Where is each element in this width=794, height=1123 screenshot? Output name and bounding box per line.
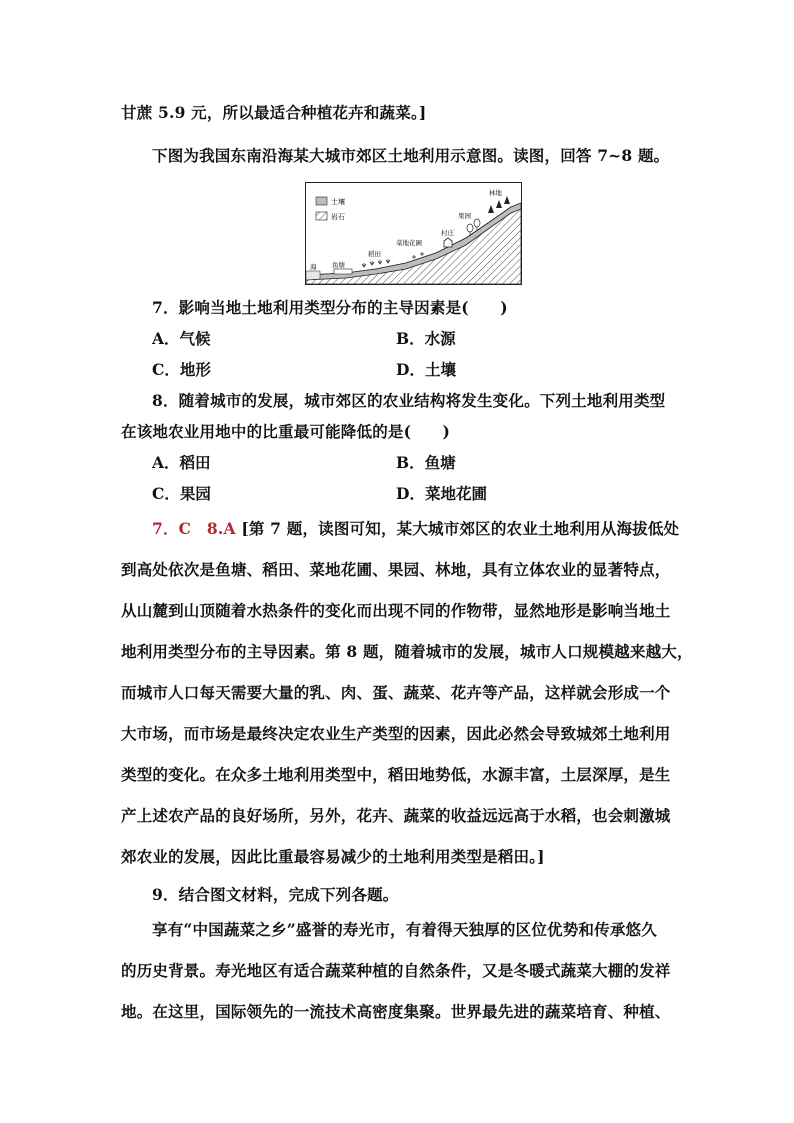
- q7-stem: 7．影响当地土地利用类型分布的主导因素是( ): [152, 298, 508, 317]
- label-forest: 林地: [489, 189, 502, 197]
- village-house: [444, 238, 452, 247]
- q8-option-c[interactable]: C．果园: [152, 484, 211, 503]
- answer-line-4: 地利用类型分布的主导因素。第 8 题，随着城市的发展，城市人口规模越来越大，: [121, 642, 693, 661]
- answer-line-2: 到高处依次是鱼塘、稻田、菜地花圃、果园、林地，具有立体农业的显著特点，: [121, 560, 671, 579]
- label-village: 村庄: [441, 229, 454, 237]
- label-sea: 海: [310, 263, 317, 271]
- fishpond-shape: [334, 269, 352, 274]
- legend-rock-label: 岩石: [331, 213, 345, 221]
- q8-stem-line2: 在该地农业用地中的比重最可能降低的是( ): [121, 422, 451, 441]
- q7-option-a[interactable]: A．气候: [152, 329, 211, 348]
- legend-soil-label: 土壤: [331, 198, 345, 206]
- answer-line-7: 类型的变化。在众多土地利用类型中，稻田地势低，水源丰富，土层深厚，是生: [121, 765, 671, 784]
- paragraph-continuation: 甘蔗 5.9 元，所以最适合种植花卉和蔬菜。]: [121, 103, 427, 122]
- sea-water: [306, 271, 320, 280]
- q8-option-a[interactable]: A．稻田: [152, 453, 211, 472]
- label-veg: 菜地花圃: [396, 239, 422, 247]
- q8-option-b[interactable]: B．鱼塘: [396, 453, 456, 472]
- question-intro: 下图为我国东南沿海某大城市郊区土地利用示意图。读图，回答 7~8 题。: [152, 146, 670, 165]
- answer-text-1: [第 7 题，读图可知，某大城市郊区的农业土地利用从海拔低处: [241, 519, 680, 538]
- label-rice: 稻田: [368, 250, 381, 258]
- answer-line-1: [152, 517, 708, 539]
- answer-keys: 7．C 8.A: [152, 519, 236, 538]
- q8-stem-line1: 8．随着城市的发展，城市郊区的农业结构将发生变化。下列土地利用类型: [152, 391, 666, 410]
- q7-option-d[interactable]: D．土壤: [396, 360, 456, 379]
- answer-line-5: 而城市人口每天需要大量的乳、肉、蛋、蔬菜、花卉等产品，这样就会形成一个: [121, 683, 671, 702]
- q9-material-line1: 享有“中国蔬菜之乡”盛誉的寿光市，有着得天独厚的区位优势和传承悠久: [152, 920, 657, 939]
- q7-option-b[interactable]: B．水源: [396, 329, 456, 348]
- answer-line-3: 从山麓到山顶随着水热条件的变化而出现不同的作物带，显然地形是影响当地土: [121, 601, 671, 620]
- land-use-diagram: [305, 182, 522, 285]
- q8-option-d[interactable]: D．菜地花圃: [396, 484, 487, 503]
- legend-rock-swatch: [316, 212, 327, 220]
- answer-line-9: 郊农业的发展，因此比重最容易减少的土地利用类型是稻田。]: [121, 847, 545, 866]
- rice-plants: [362, 259, 390, 267]
- q9-stem: 9．结合图文材料，完成下列各题。: [152, 885, 399, 904]
- answer-line-8: 产上述农产品的良好场所，另外，花卉、蔬菜的收益远远高于水稻，也会刺激城: [121, 806, 671, 825]
- q9-material-line3: 地。在这里，国际领先的一流技术高密度集聚。世界最先进的蔬菜培育、种植、: [121, 1002, 671, 1021]
- land-use-diagram-svg: [306, 183, 521, 284]
- answer-line-6: 大市场，而市场是最终决定农业生产类型的因素，因此必然会导致城郊土地利用: [121, 724, 671, 743]
- label-orchard: 果园: [458, 212, 471, 220]
- legend-soil-swatch: [316, 197, 327, 205]
- label-fishpond: 鱼塘: [332, 261, 345, 269]
- q9-material-line2: 的历史背景。寿光地区有适合蔬菜种植的自然条件，又是冬暖式蔬菜大棚的发祥: [121, 961, 671, 980]
- q7-option-c[interactable]: C．地形: [152, 360, 211, 379]
